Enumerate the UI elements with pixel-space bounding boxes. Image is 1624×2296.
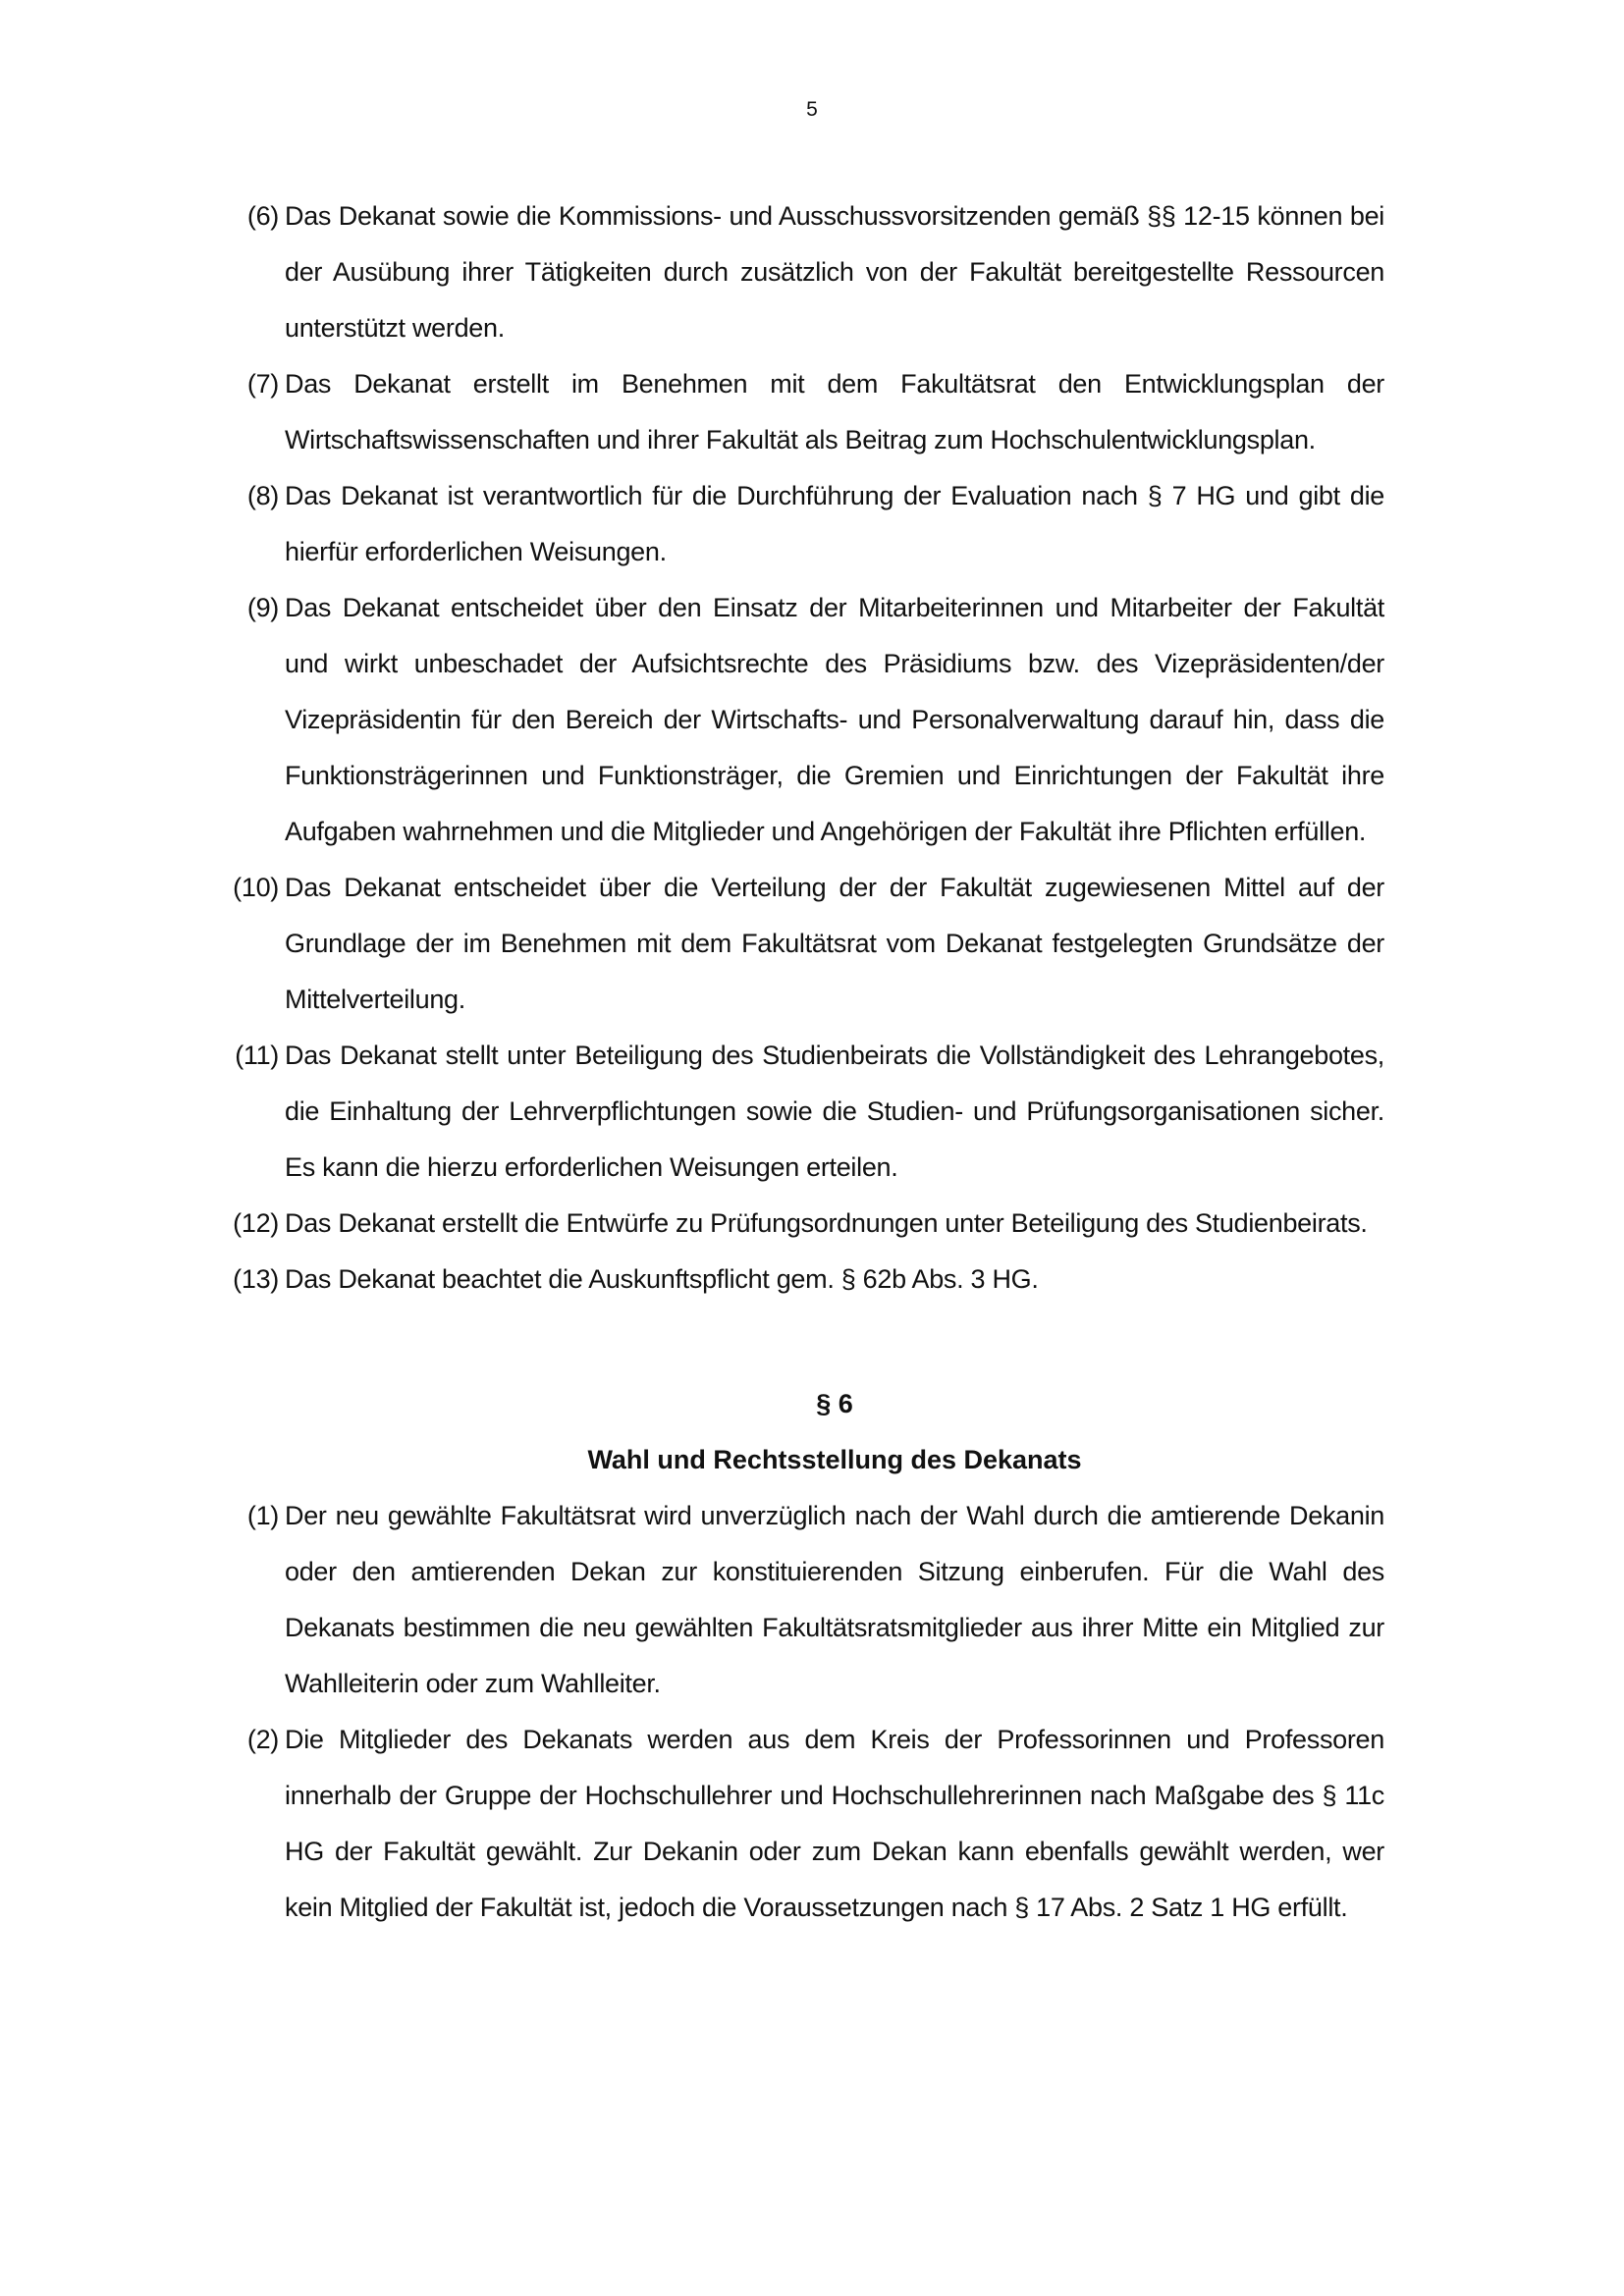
paragraph-s6-1 — [246, 1488, 1384, 1712]
paragraph-number: (1) — [246, 1501, 279, 1530]
paragraph-number: (9) — [246, 593, 279, 622]
paragraph-9 — [246, 580, 1384, 860]
paragraph-6 — [246, 188, 1384, 356]
paragraph-number: (10) — [233, 873, 279, 902]
paragraph-8 — [246, 468, 1384, 580]
paragraph-10 — [233, 860, 1384, 1028]
paragraph-7 — [246, 356, 1384, 468]
paragraph-text: Das Dekanat entscheidet über den Einsatz der Mitarbeiterinnen und Mitarbeiter der Fakultät und wirkt unbeschadet der Aufsichtsrechte des Präsidiums bzw. des Vizepräsidenten/der Vizepräsidentin für den Bereich der Wirtschafts- und Personalverwaltung darauf hin, dass die Funktionsträgerinnen und Funktionsträger, die Gremien und Einrichtungen der Fakultät ihre Aufgaben wahrnehmen und die Mitglieder und Angehörigen der Fakultät ihre Pflichten erfüllen. — [285, 593, 1384, 846]
paragraph-12 — [233, 1196, 1384, 1252]
paragraph-number: (13) — [233, 1264, 279, 1294]
paragraph-text: Das Dekanat erstellt im Benehmen mit dem Fakultätsrat den Entwicklungsplan der Wirtschaftswissenschaften und ihrer Fakultät als Beitrag zum Hochschulentwicklungsplan. — [285, 369, 1384, 454]
paragraph-text: Der neu gewählte Fakultätsrat wird unverzüglich nach der Wahl durch die amtierende Dekanin oder den amtierenden Dekan zur konstituierenden Sitzung einberufen. Für die Wahl des Dekanats bestimmen die neu gewählten Fakultätsratsmitglieder aus ihrer Mitte ein Mitglied zur Wahlleiterin oder zum Wahlleiter. — [285, 1501, 1384, 1698]
paragraph-number: (8) — [246, 481, 279, 510]
paragraph-text: Das Dekanat ist verantwortlich für die Durchführung der Evaluation nach § 7 HG und gibt die hierfür erforderlichen Weisungen. — [285, 481, 1384, 566]
paragraph-text: Das Dekanat entscheidet über die Verteilung der der Fakultät zugewiesenen Mittel auf der Grundlage der im Benehmen mit dem Fakultätsrat vom Dekanat festgelegten Grundsätze der Mittelverteilung. — [285, 873, 1384, 1014]
paragraph-text: Das Dekanat sowie die Kommissions- und Ausschussvorsitzenden gemäß §§ 12-15 können bei der Ausübung ihrer Tätigkeiten durch zusätzlich von der Fakultät bereitgestellte Ressourcen unterstützt werden. — [285, 201, 1384, 343]
paragraph-13 — [233, 1252, 1384, 1308]
paragraph-11 — [235, 1028, 1384, 1196]
paragraph-text: Das Dekanat beachtet die Auskunftspflicht gem. § 62b Abs. 3 HG. — [285, 1264, 1039, 1294]
paragraph-number: (11) — [235, 1041, 279, 1070]
paragraph-number: (12) — [233, 1208, 279, 1238]
paragraph-number: (6) — [246, 201, 279, 231]
paragraph-text: Die Mitglieder des Dekanats werden aus dem Kreis der Professorinnen und Professoren innerhalb der Gruppe der Hochschullehrer und Hochschullehrerinnen nach Maßgabe des § 11c HG der Fakultät gewählt. Zur Dekanin oder zum Dekan kann ebenfalls gewählt werden, wer kein Mitglied der Fakultät ist, jedoch die Voraussetzungen nach § 17 Abs. 2 Satz 1 HG erfüllt. — [285, 1725, 1384, 1922]
paragraph-text: Das Dekanat erstellt die Entwürfe zu Prüfungsordnungen unter Beteiligung des Studienbeirats. — [285, 1208, 1368, 1238]
paragraph-text: Das Dekanat stellt unter Beteiligung des Studienbeirats die Vollständigkeit des Lehrangebotes, die Einhaltung der Lehrverpflichtungen sowie die Studien- und Prüfungsorganisationen sicher. Es kann die hierzu erforderlichen Weisungen erteilen. — [285, 1041, 1384, 1182]
section-title: Wahl und Rechtsstellung des Dekanats — [587, 1445, 1082, 1474]
section-label: § 6 — [816, 1389, 853, 1418]
page-number: 5 — [806, 98, 818, 121]
paragraph-s6-2 — [246, 1712, 1384, 1936]
document-body — [233, 188, 1384, 1936]
paragraph-number: (7) — [246, 369, 279, 399]
paragraph-number: (2) — [246, 1725, 279, 1754]
